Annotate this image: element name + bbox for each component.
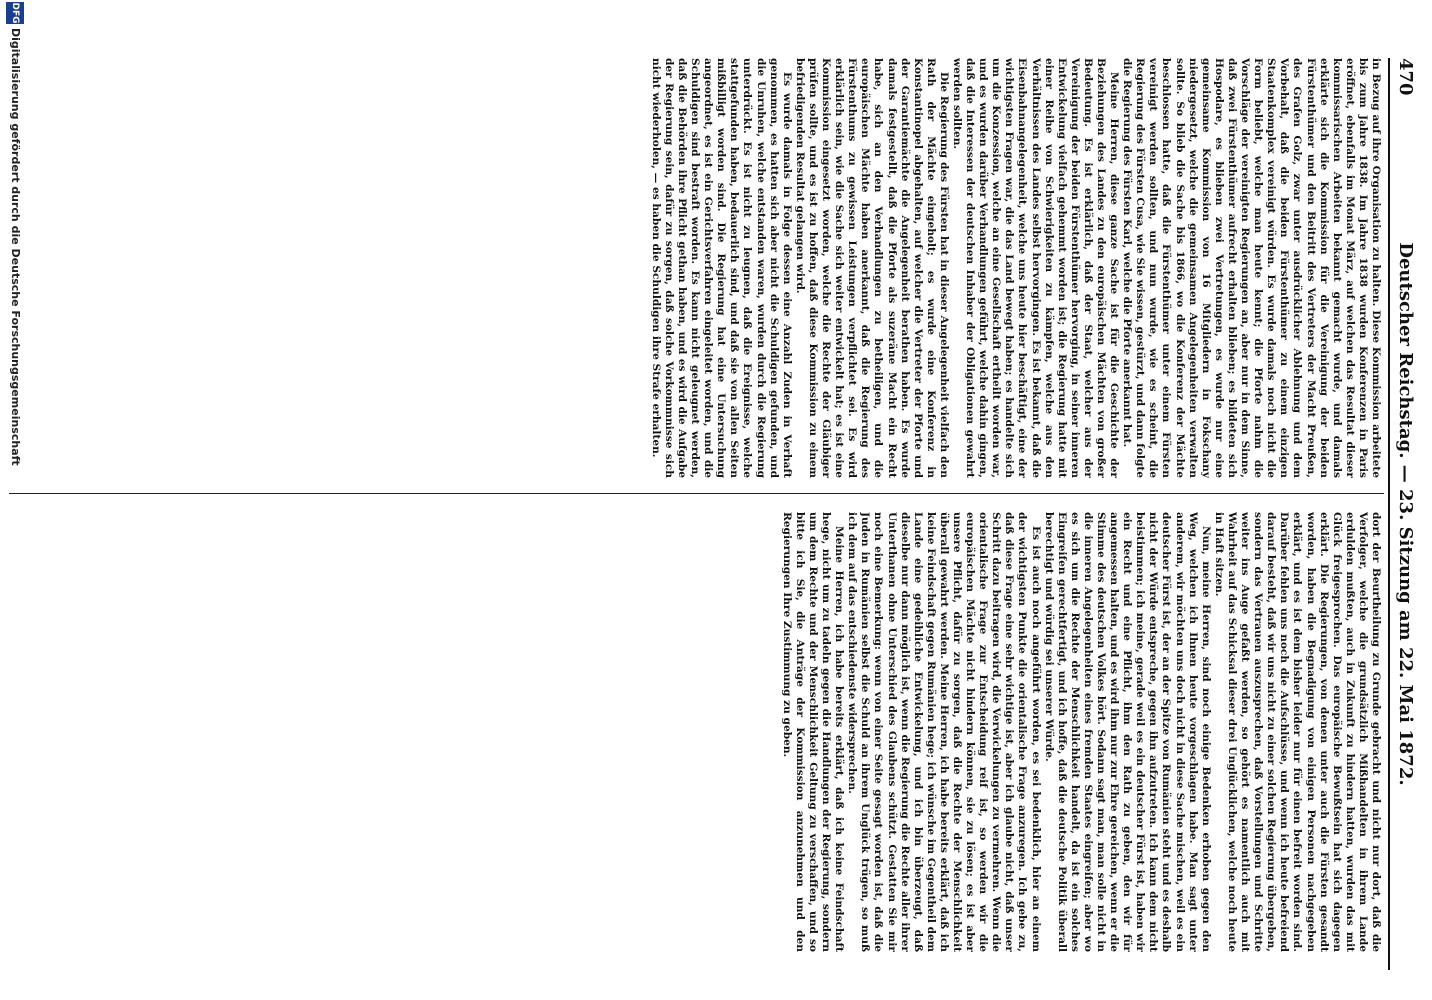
- paragraph: Die Regierung des Fürsten hat in dieser Angelegenheit vielfach den Rath der Mächte eingeholt; es wurde eine Konferenz in Konstantinopel abgehalten, auf welcher die Vertreter der Pforte und der Garantiemächte die Angelegenheit berathen haben. Es wurde damals festgestellt, daß die Pforte als suzeräne Macht ein Recht habe, sich an den Verhandlungen zu betheiligen, und die europäischen Mächte haben anerkannt, daß die Regierung des Fürstenthums zu gewissen Leistungen verpflichtet sei. Es wird erklärlich sein, wie die Sache sich weiter entwickelt hat; es ist eine Kommission eingesetzt worden, welche die Rechte der Gläubiger prüfen sollte, und es ist zu hoffen, daß diese Kommission zu einem befriedigenden Resultat gelangen wird.: [793, 58, 950, 478]
- publication-name: Deutscher Reichstag.: [1395, 242, 1416, 459]
- dfg-logo: DFG: [6, 2, 24, 24]
- paragraph: dort der Beurtheilung zu Grunde gebracht und nicht nur dort, daß die Verfolger, welche die grundsätzlich Mißhandelten in ihrem Lande erdulden mußten, auch in Zukunft zu hindern hatten, wurden das mit Glück freigesprochen. Das europäische Bewußtsein hat sich dagegen erklärt. Die Regierungen, von denen unter auch die Fürsten gesandt worden, haben die Begnadigung von einigen Personen nachgegeben erklärt, und es ist dem bisher leider nur für einen befreit worden sind. Darüber fehlen uns noch die Aufschlüsse, und wenn ich heute befreiend darauf besteht, daß wir uns nicht zu einer solchen Regierung übergeben, sondern das Vertrauen auszusprechen, daß Vorstellungen und Schritte weiter ins Auge gefaßt werden, so gehört es namentlich auch mit Wahrheit auf das Schicksal dieser drei Unglücklichen, welche noch heute in Haft sitzen.: [1212, 512, 1382, 952]
- right-column: [622, 512, 1382, 952]
- session-info: — 23. Sitzung am 22. Mai 1872.: [1395, 464, 1416, 786]
- paragraph: Es wurde damals in Folge dessen eine Anzahl Zuden in Verhaft genommen, es hatten sich aber nicht die Schuldigen gefunden, und die Unruhen, welche entstanden waren, wurden durch die Regierung unterdrückt. Es ist nicht zu leugnen, daß die Ereignisse, welche stattgefunden haben, bedauerlich sind, und daß sie von allen Seiten mißbilligt worden sind. Die Regierung hat eine Untersuchung angeordnet, es ist ein Gerichtsverfahren eingeleitet worden, und die Schuldigen sind bestraft worden. Es kann nicht geleugnet werden, daß die Behörden ihre Pflicht gethan haben, und es wird die Aufgabe der Regierung sein, dafür zu sorgen, daß solche Vorkommnisse sich nicht wiederholen, — es haben die Schuldigen ihre Strafe erhalten.: [649, 58, 793, 478]
- page-number: 470: [1395, 58, 1416, 96]
- column-divider: [9, 493, 1384, 494]
- paragraph: Meine Herren, ich habe bereits erklärt, daß ich keine Feindschaft hege, nicht um zu tadeln gegen die Handlungen der Regierung, sondern um dem Rechte und der Menschlichkeit Geltung zu verschaffen, und so bitte ich Sie, die Anträge der Kommission anzunehmen und den Regierungen Ihre Zustimmung zu geben.: [780, 512, 846, 952]
- paragraph: in Bezug auf ihre Organisation zu halten. Diese Kommission arbeitete bis zum Jahre 1838. Im Jahre 1838 wurden Konferenzen in Paris eröffnet, ebenfalls im Monat März, auf welchen das Resultat dieser kommissarischen Arbeiten bekannt gemacht wurde, und damals erklärte sich die Kommission für die Vereinigung der beiden Fürstenthümer und den Beitritt des Vertreters der Macht Preußen, des Grafen Golz, zwar unter ausdrücklicher Ablehnung und dem Vorbehalt, daß die beiden Fürstenthümer zu einem einzigen Staatenkomplex vereinigt würden. Es wurde damals noch nicht die Form beliebt, welche man heute kennt; die Pforte nahm die Vorschläge der vereinigten Regierungen an, aber nur in dem Sinne, daß zwei Fürstenthümer aufrecht erhalten blieben; es bildeten sich Hospodare, es blieben zwei Vertretungen, es wurde nur eine gemeinsame Kommission von 16 Mitgliedern in Fokschany niedergesetzt, welche die gemeinsamen Angelegenheiten verwalten sollte. So blieb die Sache bis 1866, wo die Konferenz der Mächte beschlossen hatte, daß die Fürstenthümer unter einem Fürsten vereinigt werden sollten, und nun wurde, wie es scheint, die Regierung des Fürsten Cusa, wie Sie wissen, gestürzt, und dann folgte die Regierung des Fürsten Karl, welche die Pforte anerkannt hat.: [1121, 58, 1382, 478]
- page-footer: [0, 0, 26, 1000]
- paragraph: Es ist auch noch angeführt worden, es sei bedenklich, hier an einem der wichtigsten Punkte die orientalische Frage anzuregen. Ich gebe zu, daß diese Frage eine sehr wichtige ist, aber ich glaube nicht, daß unser Schritt dazu beitragen wird, die Verwickelungen zu vermehren. Wenn die orientalische Frage zur Entscheidung reif ist, so werden wir die europäischen Mächte nicht hindern können, sie zu lösen; es ist aber unsere Pflicht, dafür zu sorgen, daß die Rechte der Menschlichkeit überall gewahrt werden. Meine Herren, ich habe bereits erklärt, daß ich keine Feindschaft gegen Rumänien hege; ich wünsche im Gegentheil dem Lande eine gedeihliche Entwickelung, und ich bin überzeugt, daß dieselbe nur dann möglich ist, wenn die Regierung die Rechte aller ihrer Unterthanen ohne Unterschied des Glaubens schützt. Gestatten Sie mir noch eine Bemerkung: wenn von einer Seite gesagt worden ist, daß die Juden in Rumänien selbst die Schuld an ihrem Unglück trügen, so muß ich dem auf das entschiedenste widersprechen.: [846, 512, 1042, 952]
- paragraph: Nun, meine Herren, sind noch einige Bedenken erhoben gegen den Weg, welchen ich Ihnen heute vorgeschlagen habe. Man sagt unter anderem, wir möchten uns doch nicht in diese Sache mischen, weil es ein deutscher Fürst ist, der an der Spitze von Rumänien steht und es deshalb nicht der Würde entspreche, gegen ihn aufzutreten. Ich kann dem nicht beistimmen; ich meine, gerade weil es ein deutscher Fürst ist, haben wir ein Recht und eine Pflicht, ihm den Rath zu geben, den wir für angemessen halten, und es wird ihm nur zur Ehre gereichen, wenn er die Stimme des deutschen Volkes hört. Sodann sagt man, man solle nicht in die inneren Angelegenheiten eines fremden Staates eingreifen; aber wo es sich um die Rechte der Menschlichkeit handelt, da ist ein solches Eingreifen gerechtfertigt, und ich hoffe, daß die deutsche Politik überall berechtigt und würdig sei unserer Würde.: [1042, 512, 1212, 952]
- publication-title: [1395, 58, 1416, 970]
- paragraph: Meine Herren, diese ganze Sache ist für die Geschichte der Beziehungen des Landes zu den europäischen Mächten von großer Bedeutung. Es ist erklärlich, daß der Staat, welcher aus der Vereinigung der beiden Fürstenthümer hervorging, in seiner inneren Entwickelung vielfach gehemmt worden ist; die Regierung hatte mit einer Reihe von Schwierigkeiten zu kämpfen, welche aus den Verhältnissen des Landes selbst hervorgingen. Es ist bekannt, daß die Eisenbahnangelegenheit, welche uns heute hier beschäftigt, eine der wichtigsten Fragen war, die das Land bewegt haben; es handelte sich um die Konzession, welche an eine Gesellschaft ertheilt worden war, und es wurden darüber Verhandlungen geführt, welche dahin gingen, daß die Interessen der deutschen Inhaber der Obligationen gewahrt werden sollten.: [951, 58, 1121, 478]
- funding-credit: Digitalisierung gefördert durch die Deutsche Forschungsgemeinschaft: [9, 28, 22, 466]
- left-column: [27, 58, 1382, 478]
- page-header: [1388, 58, 1420, 970]
